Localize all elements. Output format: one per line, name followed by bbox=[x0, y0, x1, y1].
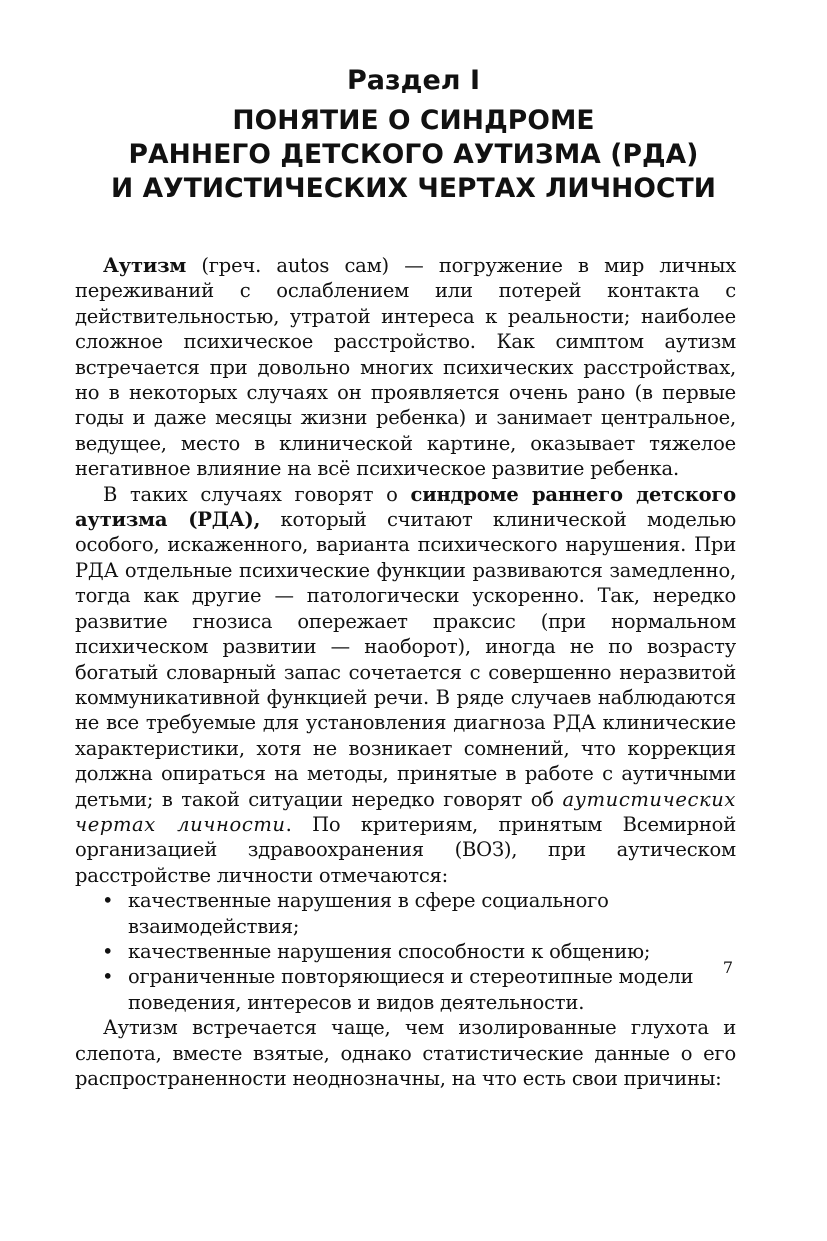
term-autism: Аутизм bbox=[103, 254, 187, 277]
bullet-icon: • bbox=[102, 889, 114, 913]
page-number: 7 bbox=[722, 958, 733, 977]
bullet-icon: • bbox=[102, 939, 114, 963]
paragraph-text: . По критериям, принятым Всемирной организацией здравоохранения (ВОЗ), при аутическом расстройстве личности отмечаются: bbox=[75, 812, 736, 887]
term-rda: синдроме раннего детского аутизма (РДА), bbox=[75, 482, 736, 532]
list-item bbox=[75, 964, 736, 1015]
paragraph-prevalence: Аутизм встречается чаще, чем изолированные глухота и слепота, вместе взятые, однако статистические данные о его распространенности неоднозначны, на что есть свои причины: bbox=[75, 1016, 736, 1090]
paragraph-text: который считают клинической моделью особого, искаженного, варианта психического нарушения. При РДА отдельные психические функции развиваются замедленно, тогда как другие — патологически ускоренно. Так, нередко развитие гнозиса опережает праксис (при нормальном психическом развитии — наоборот), иногда не по возрасту богатый словарный запас сочетается с совершенно неразвитой коммуникативной функцией речи. В ряде случаев наблюдаются не все требуемые для установления диагноза РДА клинические характеристики, хотя не возникает сомнений, что коррекция должна опираться на методы, принятые в работе с аутичными детьми; в такой ситуации нередко говорят об bbox=[75, 508, 736, 811]
criteria-list bbox=[75, 888, 736, 1015]
chapter-title bbox=[0, 104, 827, 206]
paragraph-text: В таких случаях говорят о bbox=[103, 482, 411, 506]
chapter-title-line: И АУТИСТИЧЕСКИХ ЧЕРТАХ ЛИЧНОСТИ bbox=[110, 173, 717, 204]
list-item-text: ограниченные повторяющиеся и стереотипные модели поведения, интересов и видов деятельности. bbox=[128, 965, 694, 1014]
body-text bbox=[75, 253, 736, 1091]
list-item bbox=[75, 939, 736, 964]
list-item bbox=[75, 888, 736, 939]
paragraph-text: (греч. autos сам) — погружение в мир личных переживаний с ослаблением или потерей контакта с действительностью, утратой интереса к реальности; наиболее сложное психическое расстройство. Как симптом аутизм встречается при довольно многих психических расстройствах, но в некоторых случаях он проявляется очень рано (в первые годы и даже месяцы жизни ребенка) и занимает центральное, ведущее, место в клинической картине, оказывает тяжелое негативное влияние на всё психическое развитие ребенка. bbox=[75, 254, 736, 481]
chapter-title-line: РАННЕГО ДЕТСКОГО АУТИЗМА (РДА) bbox=[128, 139, 699, 170]
term-autistic-traits: аутистических чертах личности bbox=[75, 787, 736, 836]
chapter-title-line: ПОНЯТИЕ О СИНДРОМЕ bbox=[232, 105, 595, 136]
paragraph-autism-definition bbox=[75, 253, 736, 482]
list-item-text: качественные нарушения в сфере социального взаимодействия; bbox=[128, 889, 609, 938]
bullet-icon: • bbox=[102, 965, 114, 989]
list-item-text: качественные нарушения способности к общению; bbox=[128, 939, 651, 963]
paragraph-rda bbox=[75, 482, 736, 889]
section-label: Раздел I bbox=[346, 65, 481, 96]
